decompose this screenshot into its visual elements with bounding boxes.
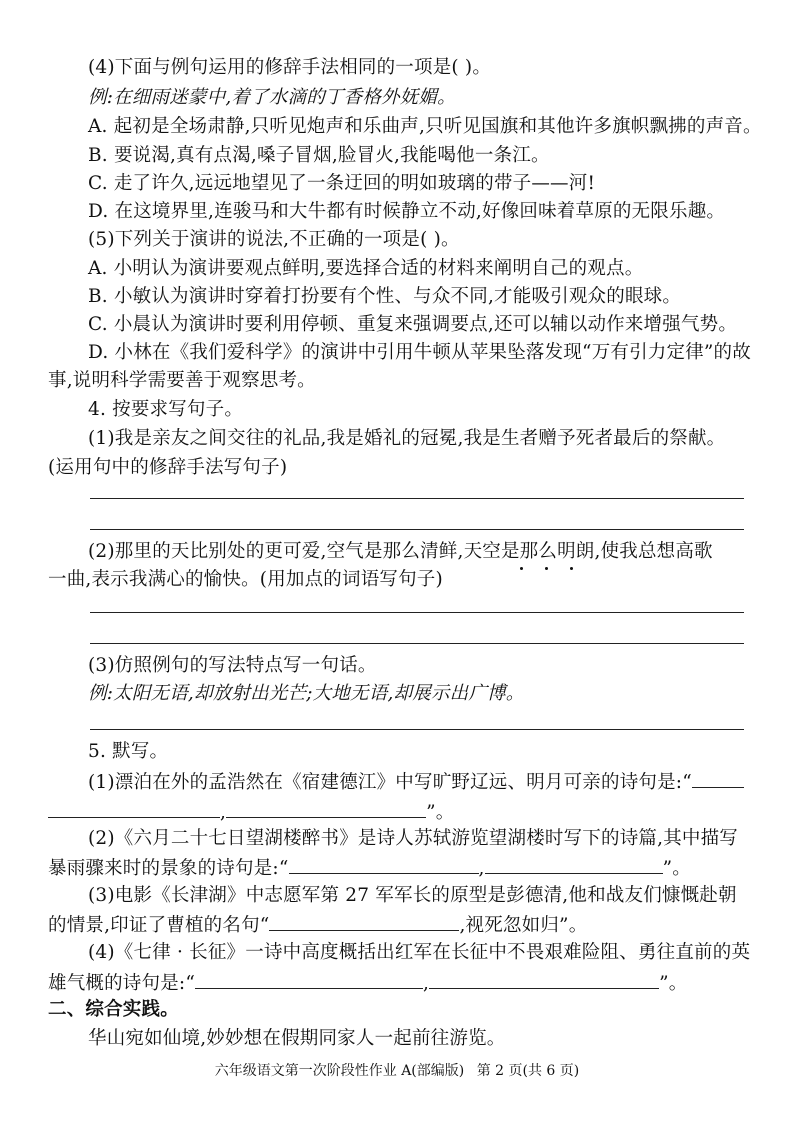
answer-line[interactable]	[90, 643, 744, 644]
answer-line[interactable]	[90, 729, 744, 730]
fill-blank[interactable]	[195, 970, 423, 989]
sec5-p1-line2	[48, 799, 454, 825]
sec4-s1-line1: (1)我是亲友之间交往的礼品,我是婚礼的冠冕,我是生者赠予死者最后的祭献。	[88, 428, 726, 449]
sec5-p2-end: ”。	[662, 858, 691, 879]
sec5-p1-end: ”。	[426, 802, 455, 823]
sec5-p3-text: 的情景,印证了曹植的名句“	[48, 915, 270, 936]
sec5-p2-sep: ,	[478, 858, 485, 879]
sec4-s1-line2: (运用句中的修辞手法写句子)	[48, 457, 288, 478]
sec5-p4-end: ”。	[659, 973, 688, 994]
fill-blank[interactable]	[226, 799, 426, 818]
fill-blank[interactable]	[692, 769, 744, 788]
emphasis-dot	[545, 567, 548, 570]
sec4-s2-line1: (2)那里的天比别处的更可爱,空气是那么清鲜,天空是那么明朗,使我总想高歌	[88, 541, 713, 562]
q4-option-d: D. 在这境界里,连骏马和大牛都有时候静立不动,好像回味着草原的无限乐趣。	[88, 201, 726, 222]
sec5-p1-sep: ,	[220, 802, 227, 823]
q4-option-c: C. 走了许久,远远地望见了一条迂回的明如玻璃的带子——河!	[88, 173, 596, 194]
q4-option-b: B. 要说渴,真有点渴,嗓子冒烟,脸冒火,我能喝他一条江。	[88, 145, 550, 166]
footer-doc-title: 六年级语文第一次阶段性作业 A(部编版)	[214, 1063, 465, 1079]
q4-option-a: A. 起初是全场肃静,只听见炮声和乐曲声,只听见国旗和其他许多旗帜飘拂的声音。	[88, 116, 762, 137]
part2-title: 二、综合实践。	[48, 999, 179, 1020]
sec5-p2-text: 暴雨骤来时的景象的诗句是:“	[48, 858, 289, 879]
sec5-p4-text: 雄气概的诗句是:“	[48, 973, 195, 994]
sec5-p4-line1: (4)《七律 · 长征》一诗中高度概括出红军在长征中不畏艰难险阻、勇往直前的英	[88, 942, 751, 963]
fill-blank[interactable]	[289, 855, 479, 874]
emphasis-dot	[570, 567, 573, 570]
q5-option-d-line1: D. 小林在《我们爱科学》的演讲中引用牛顿从苹果坠落发现“万有引力定律”的故	[88, 342, 751, 363]
sec5-title: 5. 默写。	[88, 741, 169, 762]
sec5-p1-text: (1)漂泊在外的孟浩然在《宿建德江》中写旷野辽远、明月可亲的诗句是:“	[88, 772, 692, 793]
sec5-p1-line1	[88, 769, 744, 795]
fill-blank[interactable]	[429, 970, 659, 989]
footer-page-number: 第 2 页(共 6 页)	[476, 1063, 580, 1079]
sec4-title: 4. 按要求写句子。	[88, 399, 244, 420]
sec5-p2-line1: (2)《六月二十七日望湖楼醉书》是诗人苏轼游览望湖楼时写下的诗篇,其中描写	[88, 828, 738, 849]
sec5-p3-line1: (3)电影《长津湖》中志愿军第 27 军军长的原型是彭德清,他和战友们慷慨赴朝	[88, 885, 737, 906]
q5-stem: (5)下列关于演讲的说法,不正确的一项是( )。	[88, 229, 460, 250]
sec4-s3-example: 例:太阳无语,却放射出光芒;大地无语,却展示出广博。	[88, 683, 525, 704]
fill-blank[interactable]	[48, 799, 220, 818]
q5-option-a: A. 小明认为演讲要观点鲜明,要选择合适的材料来阐明自己的观点。	[88, 258, 644, 279]
q5-option-c: C. 小晨认为演讲时要利用停顿、重复来强调要点,还可以辅以动作来增强气势。	[88, 314, 738, 335]
q4-example: 例:在细雨迷蒙中,着了水滴的丁香格外妩媚。	[88, 87, 456, 108]
q5-option-b: B. 小敏认为演讲时穿着打扮要有个性、与众不同,才能吸引观众的眼球。	[88, 286, 682, 307]
sec5-p2-line2	[48, 855, 691, 881]
sec4-s2-line2: 一曲,表示我满心的愉快。(用加点的词语写句子)	[48, 569, 443, 590]
sec5-p4-sep: ,	[423, 973, 430, 994]
fill-blank[interactable]	[485, 855, 663, 874]
fill-blank[interactable]	[269, 912, 459, 931]
answer-line[interactable]	[90, 529, 744, 530]
sec5-p3-post: ,视死忽如归”。	[459, 915, 588, 936]
q5-option-d-line2: 事,说明科学需要善于观察思考。	[48, 370, 316, 391]
sec4-s3-line1: (3)仿照例句的写法特点写一句话。	[88, 655, 377, 676]
q4-stem: (4)下面与例句运用的修辞手法相同的一项是( )。	[88, 57, 492, 78]
part2-intro: 华山宛如仙境,妙妙想在假期同家人一起前往游览。	[88, 1028, 506, 1049]
emphasis-dot	[520, 567, 523, 570]
answer-line[interactable]	[90, 498, 744, 499]
sec5-p3-line2	[48, 912, 587, 938]
sec5-p4-line2	[48, 970, 687, 996]
page-footer	[0, 1062, 794, 1080]
answer-line[interactable]	[90, 612, 744, 613]
